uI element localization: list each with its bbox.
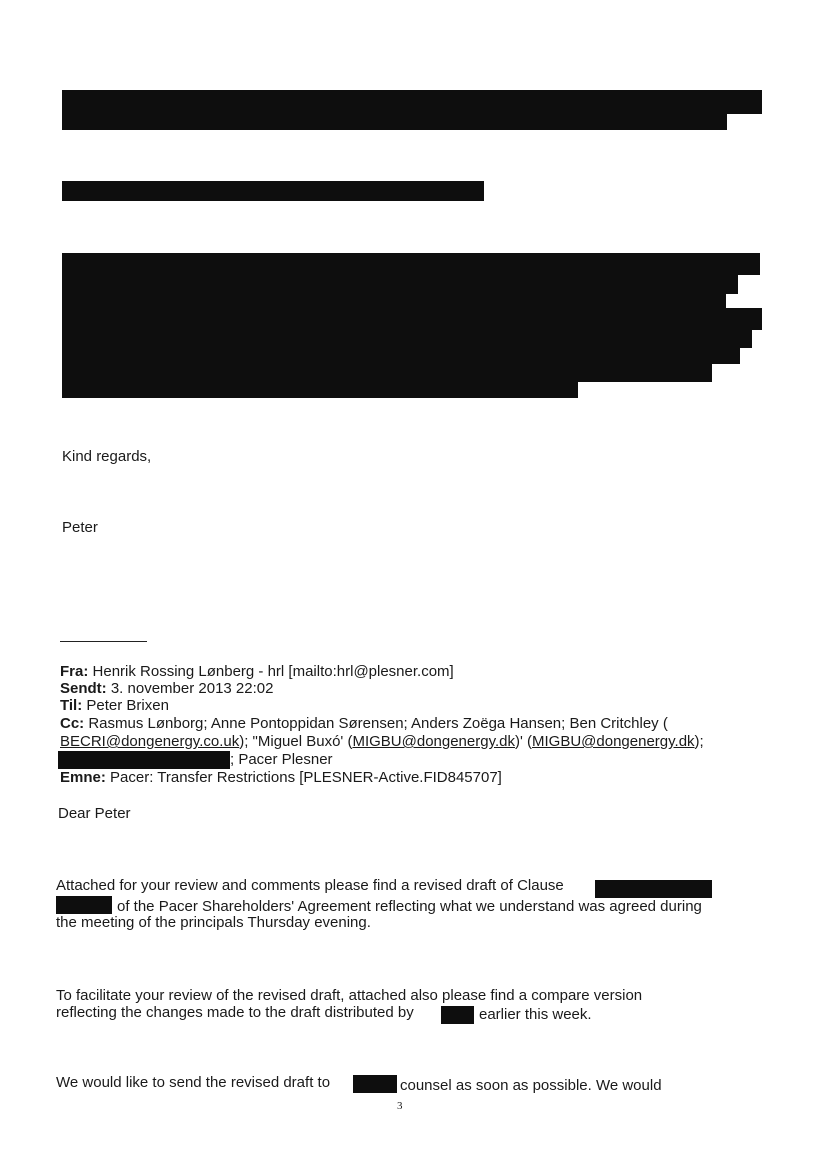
cc-value: Rasmus Lønborg; Anne Pontoppidan Sørensen; Anders Zoëga Hansen; Ben Critchley ( — [88, 715, 668, 732]
redaction-block — [595, 880, 712, 898]
para1-line1: Attached for your review and comments please find a revised draft of Clause — [56, 877, 564, 894]
to-label: Til: — [60, 697, 83, 714]
from-label: Fra: — [60, 663, 89, 680]
cc-line-2 — [60, 734, 704, 750]
cc-separator: ); — [694, 733, 704, 750]
redaction-block — [353, 1075, 397, 1093]
para1-line3: the meeting of the principals Thursday evening. — [56, 914, 371, 931]
cc-separator: )' ( — [514, 733, 533, 750]
cc-label: Cc: — [60, 715, 85, 732]
to-line — [60, 698, 169, 714]
salutation-text: Dear Peter — [58, 805, 131, 822]
from-value: Henrik Rossing Lønberg - hrl [mailto:hrl@plesner.com] — [92, 663, 454, 680]
para3-line1b: counsel as soon as possible. We would — [400, 1077, 662, 1094]
cc-line-1 — [60, 716, 668, 732]
to-value: Peter Brixen — [86, 697, 169, 714]
redaction-block — [62, 378, 578, 398]
cc-email-link[interactable]: MIGBU@dongenergy.dk — [532, 733, 695, 750]
subject-value: Pacer: Transfer Restrictions [PLESNER-Active.FID845707] — [110, 769, 502, 786]
para3-line1a: We would like to send the revised draft to — [56, 1074, 331, 1091]
cc-separator: ); "Miguel Buxó' ( — [239, 733, 353, 750]
closing-text: Kind regards, — [62, 448, 152, 465]
para2-line1: To facilitate your review of the revised draft, attached also please find a compare version — [56, 987, 643, 1004]
sent-value: 3. november 2013 22:02 — [110, 680, 274, 697]
para2-line2a: reflecting the changes made to the draft distributed by — [56, 1004, 414, 1021]
signature-text: Peter — [62, 519, 98, 536]
sent-label: Sendt: — [60, 680, 107, 697]
cc-email-link[interactable]: MIGBU@dongenergy.dk — [352, 733, 515, 750]
para1-line2: of the Pacer Shareholders' Agreement reflecting what we understand was agreed during — [117, 898, 702, 915]
redaction-block — [62, 110, 727, 130]
redaction-block — [62, 344, 740, 364]
subject-line — [60, 770, 502, 786]
sent-line — [60, 681, 273, 697]
redaction-block — [58, 751, 230, 769]
page-number: 3 — [397, 1100, 403, 1112]
separator-line — [60, 641, 147, 642]
redaction-block — [56, 896, 112, 914]
cc-email-link[interactable]: BECRI@dongenergy.co.uk — [60, 733, 240, 750]
redaction-block — [441, 1006, 474, 1024]
cc-line-3: ; Pacer Plesner — [230, 751, 333, 768]
from-line — [60, 664, 454, 680]
redaction-block — [62, 181, 484, 201]
para2-line2b: earlier this week. — [479, 1006, 592, 1023]
subject-label: Emne: — [60, 769, 106, 786]
